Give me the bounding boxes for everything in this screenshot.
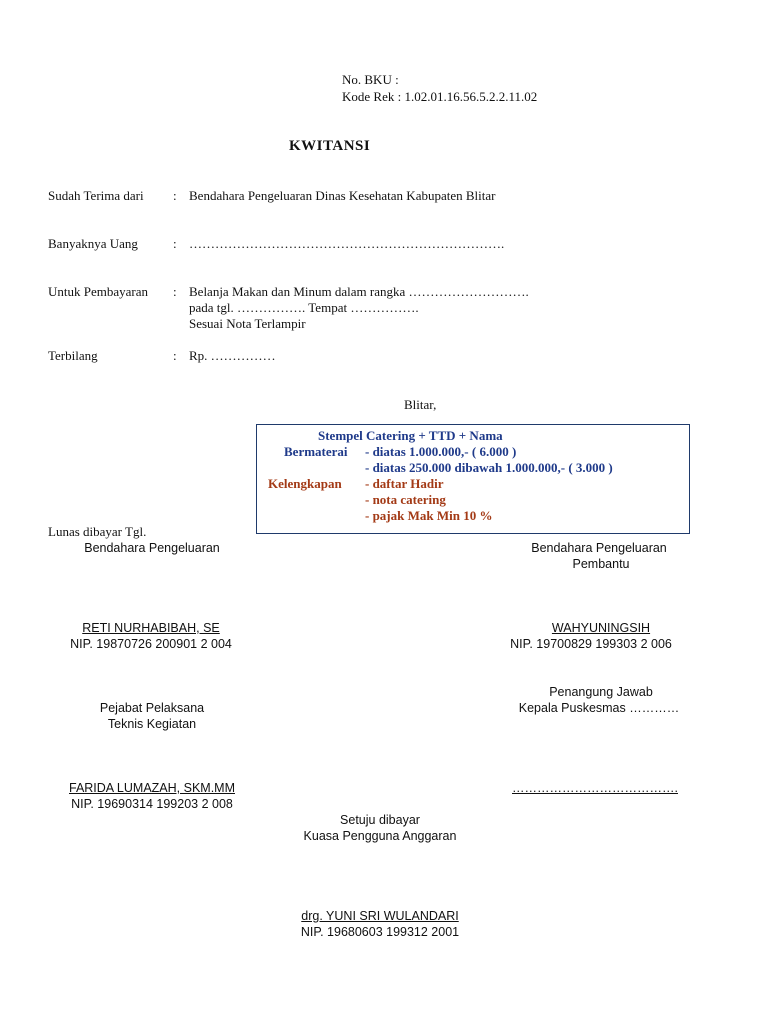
penanggung-jawab-name: …………………………………. <box>512 781 678 795</box>
terbilang-label: Terbilang <box>48 348 98 363</box>
left-signer-name: RETI NURHABIBAH, SE <box>82 621 220 635</box>
penanggung-jawab-role-1: Penangung Jawab <box>549 685 653 699</box>
left-signer-role: Bendahara Pengeluaran <box>84 541 220 555</box>
note-bermaterai-2: - diatas 250.000 dibawah 1.000.000,- ( 3.000 ) <box>365 460 613 475</box>
kuasa-pengguna-anggaran: Kuasa Pengguna Anggaran <box>303 829 457 843</box>
note-kelengkapan-1: - daftar Hadir <box>365 476 444 491</box>
untuk-pembayaran-line2: pada tgl. ……………. Tempat ……………. <box>189 300 419 315</box>
right-signer-name: WAHYUNINGSIH <box>551 621 651 635</box>
setuju-dibayar: Setuju dibayar <box>340 813 420 827</box>
sudah-terima-value: Bendahara Pengeluaran Dinas Kesehatan Kabupaten Blitar <box>189 188 496 203</box>
note-kelengkapan-3: - pajak Mak Min 10 % <box>365 508 493 523</box>
right-signer-nip: NIP. 19700829 199303 2 006 <box>510 637 672 651</box>
colon: : <box>173 236 177 251</box>
place-date: Blitar, <box>404 397 437 412</box>
banyaknya-uang-value: ………………………………………………………………. <box>189 236 505 251</box>
kode-rek: Kode Rek : 1.02.01.16.56.5.2.2.11.02 <box>342 89 538 104</box>
pejabat-role-1: Pejabat Pelaksana <box>99 701 205 715</box>
untuk-pembayaran-line1: Belanja Makan dan Minum dalam rangka ………………………. <box>189 284 529 299</box>
note-bermaterai-1: - diatas 1.000.000,- ( 6.000 ) <box>365 444 517 459</box>
pejabat-role-2: Teknis Kegiatan <box>107 717 197 731</box>
left-signer-nip: NIP. 19870726 200901 2 004 <box>70 637 232 651</box>
right-signer-role-2: Pembantu <box>572 557 630 571</box>
right-signer-role-1: Bendahara Pengeluaran <box>531 541 667 555</box>
untuk-pembayaran-line3: Sesuai Nota Terlampir <box>189 316 306 331</box>
note-bermaterai-label: Bermaterai <box>284 444 348 459</box>
banyaknya-uang-label: Banyaknya Uang <box>48 236 138 251</box>
lunas-dibayar: Lunas dibayar Tgl. <box>48 524 147 539</box>
penanggung-jawab-role-2: Kepala Puskesmas ………… <box>518 701 680 715</box>
untuk-pembayaran-label: Untuk Pembayaran <box>48 284 149 299</box>
no-bku: No. BKU : <box>342 72 399 87</box>
pejabat-nip: NIP. 19690314 199203 2 008 <box>71 797 233 811</box>
sudah-terima-label: Sudah Terima dari <box>48 188 144 203</box>
note-kelengkapan-label: Kelengkapan <box>268 476 342 491</box>
colon: : <box>173 284 177 299</box>
terbilang-value: Rp. …………… <box>189 348 276 363</box>
kpa-name: drg. YUNI SRI WULANDARI <box>301 909 459 923</box>
colon: : <box>173 348 177 363</box>
note-stempel: Stempel Catering + TTD + Nama <box>318 428 503 443</box>
pejabat-name: FARIDA LUMAZAH, SKM.MM <box>69 781 235 795</box>
colon: : <box>173 188 177 203</box>
kpa-nip: NIP. 19680603 199312 2001 <box>300 925 460 939</box>
note-kelengkapan-2: - nota catering <box>365 492 446 507</box>
document-title: KWITANSI <box>289 138 371 154</box>
